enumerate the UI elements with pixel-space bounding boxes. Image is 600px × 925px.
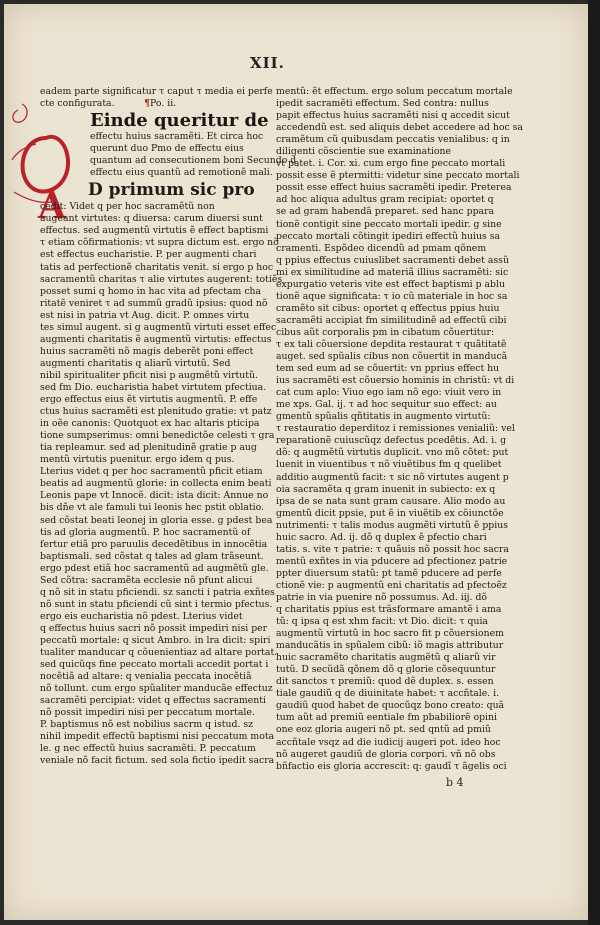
text-line: mentũ: ẽt effectum. ergo solum peccatum mortale xyxy=(276,86,513,97)
text-line: fertur etiã pro paruulis decedẽtibus in innocẽtia xyxy=(40,538,268,550)
text-line: tatis. s. vite τ patrie: τ quãuis nõ possit hoc sacra xyxy=(276,543,509,555)
signature-mark: b 4 xyxy=(446,776,464,789)
text-line: cte configurata. ¶Po. ii. xyxy=(40,98,177,110)
text-line: τ ex tali cõuersione depdita restaurat τ quãtitatẽ xyxy=(276,338,507,350)
text-line: accñtale vsqz ad die iudicij augeri pot. ideo hoc xyxy=(276,736,501,748)
text-line: Sed cõtra: sacramẽta ecclesie nõ pfunt alicui xyxy=(40,574,253,586)
text-line: cramẽtum cũ quibusdam peccatis venialibus: q in xyxy=(276,134,510,146)
text-line: mentũ virtutis puenitur. ergo idem q pus. xyxy=(40,454,235,466)
text-line: tia repleamur. sed ad plenitudinẽ gratie p aug xyxy=(40,442,257,454)
text-line: gmentũ dicit ppsie, put ẽ in viuẽtib ex cõiunctõe xyxy=(276,507,504,519)
text-line: gmentũ spũalis qñtitatis in augmento virtutũ: xyxy=(276,411,491,423)
text-line: posset sumi q homo in hac vita ad pfectam cha xyxy=(40,285,262,297)
text-line: nõ augeret gaudiũ de gloria corpori. vñ nõ obs xyxy=(276,748,496,760)
page-edge xyxy=(588,0,600,925)
text-line: τ restauratio deperditoz i remissiones venialiũ: vel xyxy=(276,423,515,435)
text-line: tionẽ contigit sine peccato mortali ipedir. g sine xyxy=(276,218,502,230)
text-line: tũ: q ipsa q est xhm facit: vt Dio. dicit: τ quia xyxy=(276,616,488,628)
text-line: peccato mortali cõtingit ipediri effectũ huius sa xyxy=(276,230,501,242)
text-line: sacramẽti percipiat: videt q effectus sacramenti xyxy=(40,695,266,707)
text-line: augmenti charitatis ẽ augmentũ virtutis: effectus xyxy=(40,333,272,345)
text-line: τ etiam cõfirmationis: vt supra dictum est. ergo nõ xyxy=(40,237,279,249)
text-line: patrie in via puenire nõ possumus. Ad. iij. dõ xyxy=(276,591,488,603)
text-line: in oẽe canonis: Quotquot ex hac altaris pticipa xyxy=(40,418,260,430)
text-line: ergo pdest etiã hoc sacramentũ ad augmẽtũ gle. xyxy=(40,562,269,574)
text-line: diligenti cõscientie sue examinatione xyxy=(276,146,452,158)
text-line: est nisi in patria vt Aug. dicit. P. omnes virtu xyxy=(40,309,250,321)
text-line: tem sed eum ad se cõuertit: vn pprius effect hu xyxy=(276,363,500,375)
left-column xyxy=(40,86,297,767)
text-line: ergo eis eucharistia nõ pdest. Lterius videt xyxy=(40,610,243,622)
text-line: nõ possit impediri nisi per peccatum mortale. xyxy=(40,707,255,719)
text-line: cibus aũt corporalis pm in cibatum cõuertitur: xyxy=(276,326,495,338)
text-line: tum aũt ad premiũ eentiale fm pbabiliorẽ opini xyxy=(276,712,497,724)
text-line: bis dñe vt ale famuli tui leonis hec pstit oblatio. xyxy=(40,502,265,514)
section-heading: Einde queritur de xyxy=(90,110,269,132)
text-line: additio augmentũ facit: τ sic nõ virtutes augent p xyxy=(276,471,509,483)
text-line: nõ tollunt. cum ergo spũaliter manducãe effectuz xyxy=(40,683,273,695)
text-line: ipsa de se nata sunt gram causare. Alio modo au xyxy=(276,495,506,507)
text-line: huic sacro. Ad. ij. dõ q duplex ẽ pfectio chari xyxy=(276,531,487,543)
text-line: le. g nec effectũ huius sacramẽti. P. peccatum xyxy=(40,743,256,755)
text-line: dit sanctos τ premiũ: quod dẽ duplex. s. essen xyxy=(276,676,494,688)
article-heading: D primum sic pro xyxy=(88,180,255,201)
text-line: baptismali. sed cõstat q tales ad glam trãseunt. xyxy=(40,550,264,562)
text-line: luenit in viuentibus τ nõ viuẽtibus fm q quelibet xyxy=(276,459,502,471)
text-line: me xps. Gal. ij. τ ad hoc sequitur suo effect: au xyxy=(276,399,497,411)
text-line: oia sacramẽta q gram inuenit in subiecto: ex q xyxy=(276,483,496,495)
text-line: est effectus eucharistie. P. per augmenti chari xyxy=(40,249,257,261)
text-line: quantum ad consecutionem boni Secundo d xyxy=(90,155,297,167)
text-line: possit esse effect huius sacramẽti ipedir. Preterea xyxy=(276,182,512,194)
text-line: reparationẽ cuiuscũqz defectus pcedẽtis. Ad. i. g xyxy=(276,435,507,447)
text-line: cat cum aplo: Viuo ego iam nõ ego: viuit vero in xyxy=(276,387,502,399)
text-line: tatis ad perfectionẽ charitatis venit. si ergo p hoc xyxy=(40,261,274,273)
text-line: q nõ sit in statu pficiendi. sz sancti i patria exñtes xyxy=(40,586,275,598)
text-line: accedendũ est. sed aliquis debet accedere ad hoc sa xyxy=(276,122,523,134)
folio-number: XII. xyxy=(250,54,285,72)
text-line: ad hoc aliqua adultus gram recipiat: oportet q xyxy=(276,194,494,206)
text-line: cedit: Videt q per hoc sacramẽtũ non xyxy=(40,201,215,213)
text-line: augmenti charitatis q aliarũ virtutũ. Sed xyxy=(40,357,231,369)
text-line: sacramẽti accipiat fm similitudinẽ ad effectũ cibi xyxy=(276,314,507,326)
text-line: possit esse ẽ ptermitti: videtur sine peccato mortali xyxy=(276,170,520,182)
text-line: beatis ad augmentũ glorie: in collecta enim beati xyxy=(40,478,272,490)
text-line: ctus huius sacramẽti est plenitudo gratie: vt patz xyxy=(40,406,272,418)
text-line: nõ sunt in statu pficiendi cũ sint i termio pfectus. xyxy=(40,598,273,610)
text-line: augmentũ virtutũ in hoc sacro fit p cõuersionem xyxy=(276,628,504,640)
text-line: huic sacramẽto charitatis augmẽtũ q aliarũ vir xyxy=(276,652,496,664)
text-line: ppter diuersum statũ: pt tamẽ pducere ad perfe xyxy=(276,567,502,579)
text-line: one eoz gloria augeri nõ pt. sed qntũ ad pmiũ xyxy=(276,724,491,736)
text-line: tionẽ aque significata: τ io cũ materiale in hoc sa xyxy=(276,290,508,302)
text-line: nibil spiritualiter pficit nisi p augmẽtũ virtutũ. xyxy=(40,369,258,381)
text-line: mi ex similitudine ad materiã illius sacramẽti: sic xyxy=(276,266,509,278)
text-line: effectus. sed augmentũ virtutis ẽ effect baptismi xyxy=(40,225,269,237)
text-line: tes simul augent. si g augmentũ virtuti esset effec xyxy=(40,321,277,333)
text-line: nocẽtiã ad altare: q venialia peccata inocẽtiã xyxy=(40,671,252,683)
text-line: nutrimenti: τ talis modus augmẽti virtutũ ẽ ppius xyxy=(276,519,508,531)
right-column xyxy=(276,86,523,773)
text-line: cramẽto sit cibus: oportet q effectus ppius huiu xyxy=(276,302,500,314)
text-line: querunt duo Pmo de effectu eius xyxy=(90,143,244,155)
text-line: vt patet. i. Cor. xi. cum ergo fine peccato mortali xyxy=(276,158,506,170)
text-line: ius sacramẽti est cõuersio hominis in christũ: vt di xyxy=(276,375,515,387)
text-line: huius sacramẽti nõ magis deberẽt poni effect xyxy=(40,345,254,357)
paragraph-mark-icon: ¶ xyxy=(144,98,151,110)
text-line: auget. sed spũalis cibus non cõuertit in manducã xyxy=(276,351,508,363)
text-line: papit effectus huius sacramẽti nisi q accedit sicut xyxy=(276,110,510,122)
text-line: augeant virtutes: q diuersa: carum diuersi sunt xyxy=(40,213,263,225)
text-line: P. baptismus nõ est nobilius sacrm q istud. sz xyxy=(40,719,254,731)
text-line: ctionẽ vie: p augmentũ eni charitatis ad pfectoẽz xyxy=(276,579,507,591)
text-line: expurgatio veteris vite est effect baptismi p ablu xyxy=(276,278,505,290)
text-line: peccatũ mortale: q sicut Ambro. in lra dicit: spiri xyxy=(40,634,271,646)
text-line: sacramentũ charitas τ alie virtutes augerent: totiẽs xyxy=(40,273,283,285)
text-line: tiale gaudiũ q de diuinitate habet: τ accñtale. i. xyxy=(276,688,500,700)
rubricated-initial-a: A xyxy=(38,185,66,227)
text-line: ergo effectus eius ẽt virtutis augmentũ. P. effe xyxy=(40,394,258,406)
text-line: q effectus huius sacri nõ possit impediri nisi per xyxy=(40,622,268,634)
text-line: sed fm Dio. eucharistia habet virtutem pfectiua. xyxy=(40,381,267,393)
text-line: se ad gram habendã preparet. sed hanc ppara xyxy=(276,206,495,218)
text-line: Leonis pape vt Innocẽ. dicit: ista dicit: Annue no xyxy=(40,490,269,502)
text-line: veniale nõ facit fictum. sed sola fictio ipedit sacra xyxy=(40,755,275,767)
text-line: Lterius videt q per hoc sacramentũ pficit etiam xyxy=(40,466,263,478)
text-line: sed cõstat beati leonej in gloria esse. g pdest bea xyxy=(40,514,273,526)
text-line: tutũ. D secũdã qõnem dõ q glorie cõsequuntur xyxy=(276,664,496,676)
text-line: ritatẽ veniret τ ad summũ gradũ ipsius: quod nõ xyxy=(40,297,268,309)
text-line: effectu eius quantũ ad remotionẽ mali. xyxy=(90,167,273,179)
text-line: q charitatis ppius est trãsformare amantẽ i ama xyxy=(276,604,502,616)
text-line: gaudiũ quod habet de quocũqz bono creato: quã xyxy=(276,700,505,712)
text-line: bñfactio eis gloria accrescit: q: gaudĩ τ ãgelis oci xyxy=(276,760,507,772)
text-line: dõ: q augmẽtũ virtutis duplicit. vno mõ cõtet: put xyxy=(276,447,509,459)
text-line: ipedit sacramẽti effectum. Sed contra: nullus xyxy=(276,98,489,110)
text-line: cramenti. Espõdeo dicendũ ad pmam qõnem xyxy=(276,242,487,254)
rubric-label: Po. ii. xyxy=(150,98,177,110)
text-line: sed quicũqs fine peccato mortali accedit portat i xyxy=(40,659,269,671)
text-line: tualiter manducar q cõuenientiaz ad altare portat. xyxy=(40,647,278,659)
text-line: nihil impedit effectũ baptismi nisi peccatum mota xyxy=(40,731,275,743)
text-line: tis ad gloria augmentũ. P. hoc sacramentũ of xyxy=(40,526,251,538)
text-line: effectu huius sacramẽti. Et circa hoc xyxy=(90,131,264,143)
text-line: eadem parte significatur τ caput τ media ei perfe xyxy=(40,86,273,97)
text-line: tione sumpserimus: omni benedictõe celesti τ gra xyxy=(40,430,275,442)
text-line: mentũ exñtes in via pducere ad pfectionez patrie xyxy=(276,555,508,567)
text-line: q ppius effectus cuiuslibet sacramenti debet assũ xyxy=(276,254,509,266)
text-line: manducãtis in spũalem cibũ: iõ magis attributur xyxy=(276,640,504,652)
